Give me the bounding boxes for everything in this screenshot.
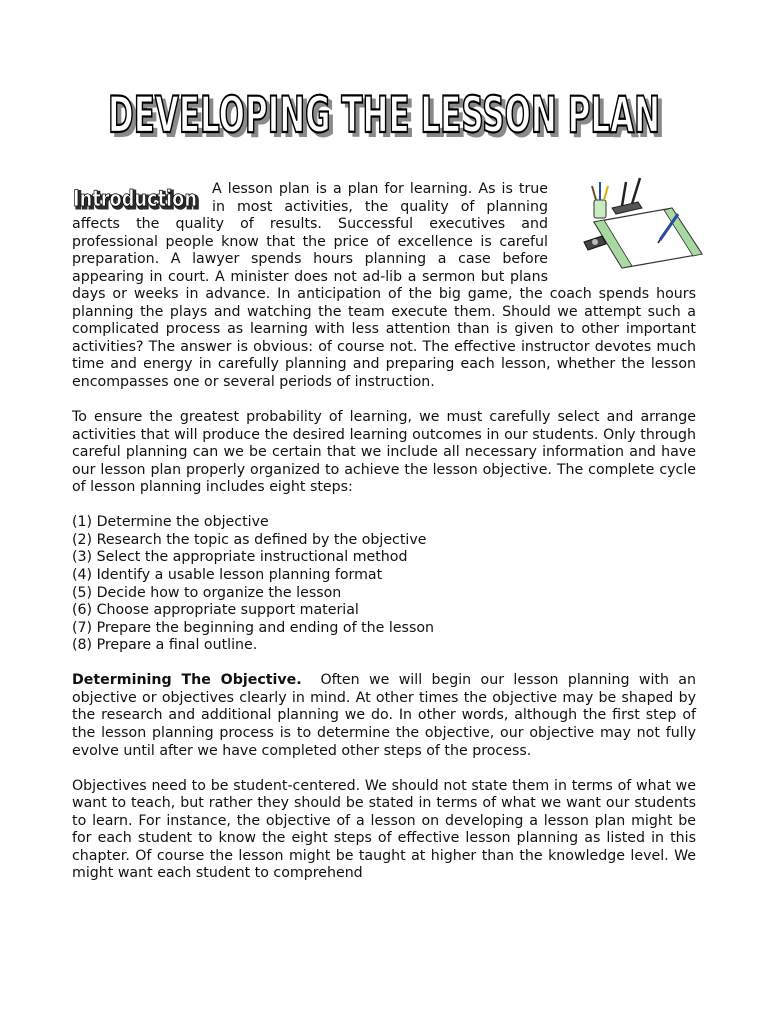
list-item: (5) Decide how to organize the lesson	[72, 584, 342, 601]
clipart-spacer	[548, 181, 696, 275]
objective-paragraph	[72, 672, 696, 760]
intro-heading-shadow: Introduction	[75, 189, 199, 213]
list-item: (1) Determine the objective	[72, 514, 269, 531]
title-shadow: DEVELOPING THE LESSON PLAN	[112, 90, 664, 148]
student-centered-paragraph: Objectives need to be student-centered. We should not state them in terms of what we want to teach, but rather they should be stated in terms of what we want our students to learn. For instance, the objective of a lesson on developing a lesson plan might be for each student to know the eight steps of effective lesson planning as listed in this chapter. Of course the lesson might be taught at higher than the knowledge level. We might want each student to comprehend	[72, 777, 696, 882]
intro-heading-spacer	[72, 181, 212, 214]
document-body	[72, 181, 696, 883]
list-item: (2) Research the topic as defined by the objective	[72, 531, 427, 548]
list-item: (4) Identify a usable lesson planning format	[72, 567, 383, 584]
intro-heading-text: Introduction	[73, 187, 197, 212]
learning-paragraph: To ensure the greatest probability of learning, we must carefully select and arrange activities that will produce the desired learning outcomes in our students. Only through careful planning can we be certain that we include all necessary information and have our lesson plan properly organized to achieve the lesson objective. The complete cycle of lesson planning includes eight steps:	[72, 409, 696, 496]
list-item: (7) Prepare the beginning and ending of the lesson	[72, 619, 435, 636]
list-item: (3) Select the appropriate instructional method	[72, 549, 408, 566]
objective-heading: Determining The Objective.	[72, 672, 302, 689]
objective-text: Often we will begin our lesson planning with an objective or objectives clearly in mind. At other times the objective may be shaped by the research and additional planning we do. In other words, although the first step of the lesson planning process is to determine the objective, our objective may not fully evolve until after we have completed other steps of the process.	[72, 672, 696, 759]
list-item: (6) Choose appropriate support material	[72, 602, 359, 619]
title-text: DEVELOPING THE LESSON PLAN	[108, 86, 660, 144]
intro-paragraph: A lesson plan is a plan for learning. As is true in most activities, the quality of planning affects the quality of results. Successful executives and professional people know that the price of excellence is careful preparation. A lawyer spends hours planning a case before appearing in court. A minister does not ad-lib a sermon but plans days or weeks in advance. In anticipation of the big game, the coach spends hours planning the plays and watching the team execute them. Should we attempt such a complicated process as learning with less attention than is given to other important activities? The answer is obvious: of course not. The effective instructor devotes much time and energy in carefully planning and preparing each lesson, whether the lesson encompasses one or several periods of instruction.	[72, 181, 696, 391]
steps-list	[72, 514, 696, 654]
document-title	[100, 80, 668, 150]
list-item: (8) Prepare a final outline.	[72, 637, 258, 654]
